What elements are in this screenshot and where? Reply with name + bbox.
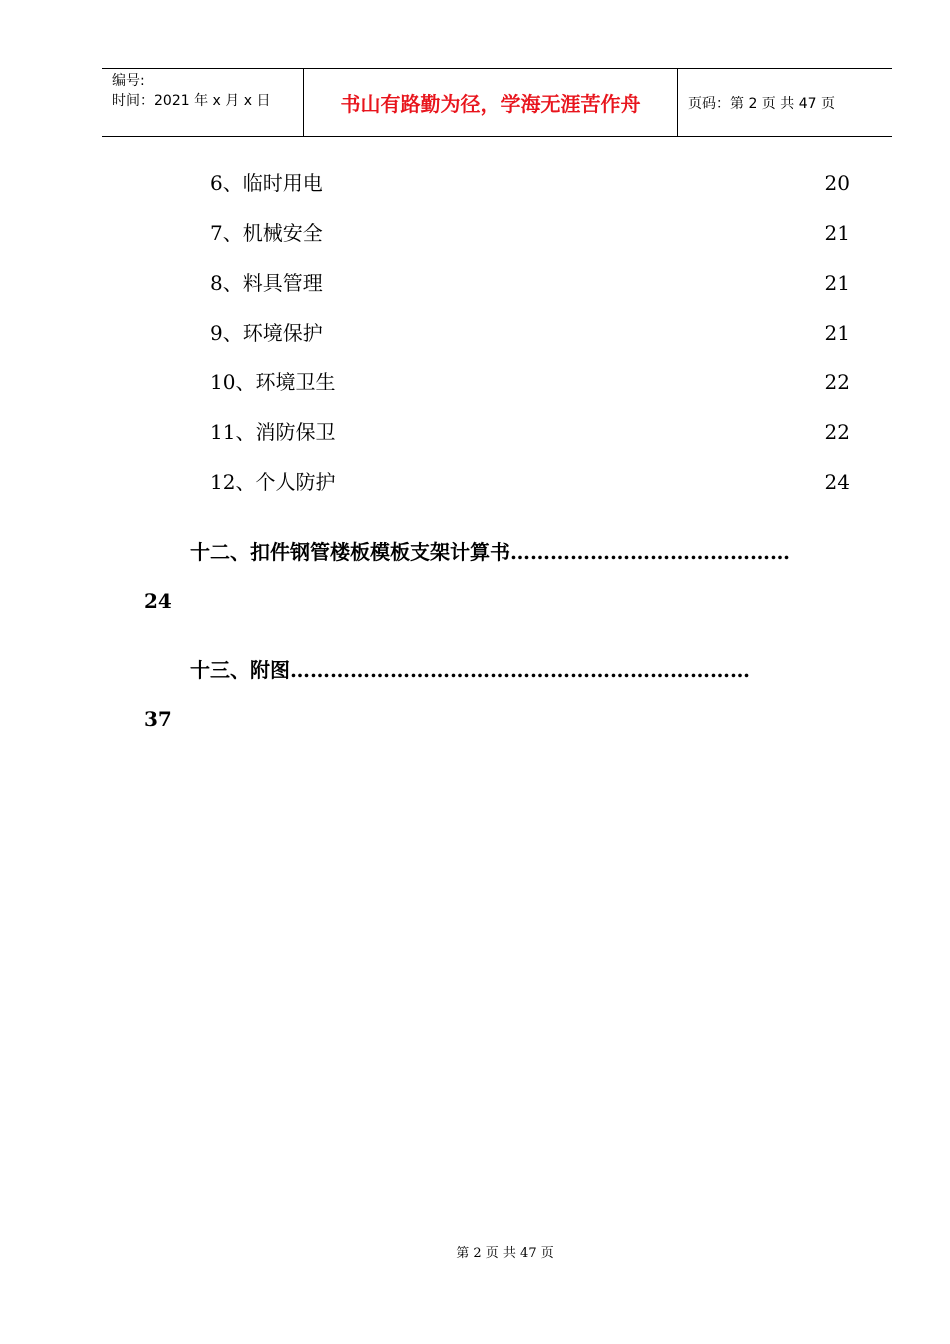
toc-major-entry[interactable] — [190, 655, 836, 685]
toc-item[interactable] — [210, 268, 850, 298]
toc-major-page: 37 — [144, 707, 172, 731]
toc-item-label: 6、临时用电 — [210, 171, 323, 195]
code-label: 编号: — [112, 73, 145, 89]
toc-major-label: 十二、扣件钢管楼板模板支架计算书 — [190, 540, 510, 564]
toc-item-label: 11、消防保卫 — [210, 420, 336, 444]
time-label: 时间：2021 年 x 月 x 日 — [112, 93, 271, 109]
motto-text: 书山有路勤为径，学海无涯苦作舟 — [340, 92, 641, 116]
toc-item-label: 7、机械安全 — [210, 221, 323, 245]
toc-item[interactable] — [210, 168, 850, 198]
toc-major-entry[interactable] — [190, 537, 836, 567]
toc-item-page: 22 — [824, 420, 850, 444]
page-footer: 第 2 页 共 47 页 — [456, 1246, 554, 1261]
toc-item[interactable] — [210, 467, 850, 497]
toc-item[interactable] — [210, 417, 850, 447]
header-meta-cell — [102, 69, 304, 136]
page-header — [102, 68, 892, 137]
toc-major-page: 24 — [144, 589, 172, 613]
toc-item-label: 9、环境保护 — [210, 321, 323, 345]
header-page-info: 页码：第 2 页 共 47 页 — [688, 95, 835, 112]
toc-major-label: 十三、附图 — [190, 658, 290, 682]
header-motto-cell — [304, 69, 678, 136]
toc-item-page: 24 — [824, 470, 850, 494]
toc-item[interactable] — [210, 318, 850, 348]
toc-item[interactable] — [210, 367, 850, 397]
toc-item-label: 8、料具管理 — [210, 271, 323, 295]
toc-item-page: 22 — [824, 370, 850, 394]
toc-item-label: 12、个人防护 — [210, 470, 336, 494]
toc-leader-dots: …………………………………………………………… — [290, 658, 750, 682]
toc-item-page: 21 — [824, 271, 850, 295]
toc-item-label: 10、环境卫生 — [210, 370, 336, 394]
toc-item-page: 21 — [824, 221, 850, 245]
toc-item[interactable] — [210, 218, 850, 248]
toc-item-page: 20 — [824, 171, 850, 195]
toc-item-page: 21 — [824, 321, 850, 345]
toc-leader-dots: …………………………………… — [510, 540, 790, 564]
